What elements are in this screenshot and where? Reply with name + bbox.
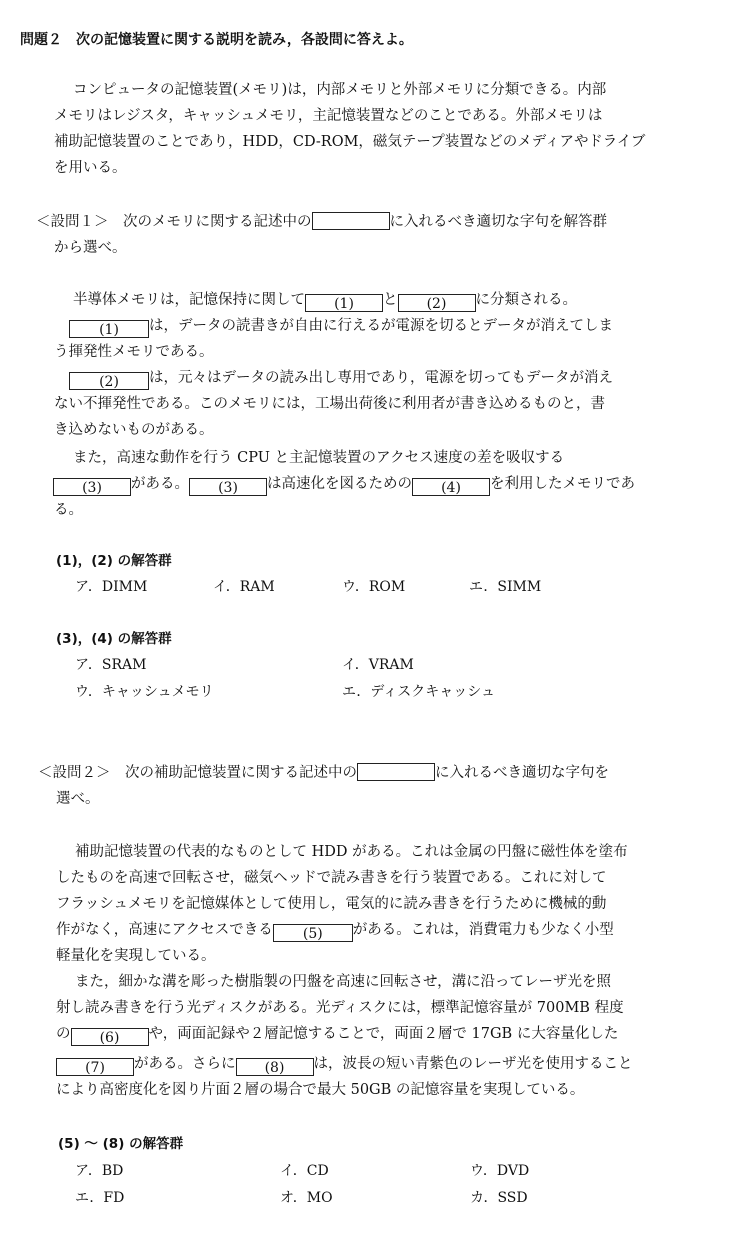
q1-line: き込めないものがある。: [54, 422, 214, 438]
q2-line: 補助記憶装置の代表的なものとして HDD がある。これは金属の円盤に磁性体を塗布: [75, 844, 628, 860]
answer-option: ア．SRAM: [75, 657, 147, 673]
blank-sample: [312, 212, 390, 230]
q1-line: (1) は，データの読書きが自由に行えるが電源を切るとデータが消えてしま: [69, 316, 613, 338]
answer-option: ウ．キャッシュメモリ: [75, 684, 214, 700]
q1-line: う揮発性メモリである。: [54, 344, 214, 360]
q1-line: また，高速な動作を行う CPU と主記憶装置のアクセス速度の差を吸収する: [73, 450, 565, 466]
q1-line: (2) は，元々はデータの読み出し専用であり，電源を切ってもデータが消え: [69, 368, 613, 390]
answer-option: ア．DIMM: [75, 579, 148, 595]
q2-line: 射し読み書きを行う光ディスクがある。光ディスクには，標準記憶容量が 700MB 程度: [56, 1000, 624, 1016]
answer-group-1-label: (1)，(2) の解答群: [56, 553, 172, 569]
question-2-heading-cont: 選べ。: [56, 791, 100, 807]
blank-3: (3): [189, 478, 267, 496]
q2-line: 軽量化を実現している。: [56, 948, 216, 964]
q2-line: の (6) や，両面記録や２層記憶することで，両面２層で 17GB に大容量化した: [56, 1026, 619, 1046]
q1-line: (3) がある。 (3) は高速化を図るための (4) を利用したメモリであ: [53, 474, 635, 496]
question-2-heading: ＜設問２＞ 次の補助記憶装置に関する記述中の に入れるべき適切な字句を: [38, 765, 609, 781]
intro-line: を用いる。: [54, 160, 127, 176]
answer-option: オ．MO: [280, 1190, 333, 1206]
blank-1: (1): [305, 294, 383, 312]
q1-line: る。: [54, 502, 83, 518]
blank-2: (2): [69, 372, 149, 390]
blank-7: (7): [56, 1058, 134, 1076]
blank-5: (5): [273, 924, 353, 942]
problem-title: 問題２ 次の記憶装置に関する説明を読み，各設問に答えよ。: [20, 32, 413, 48]
q2-line: により高密度化を図り片面２層の場合で最大 50GB の記憶容量を実現している。: [56, 1082, 585, 1098]
q2-line: (7) がある。さらに (8) は，波長の短い青紫色のレーザ光を使用すること: [56, 1054, 633, 1076]
answer-option: ウ．ROM: [342, 579, 406, 595]
question-1-heading: ＜設問１＞ 次のメモリに関する記述中の に入れるべき適切な字句を解答群: [36, 214, 607, 230]
answer-option: カ．SSD: [470, 1190, 528, 1206]
answer-option: ア．BD: [75, 1163, 124, 1179]
answer-option: イ．VRAM: [342, 657, 414, 673]
answer-option: イ．RAM: [213, 579, 275, 595]
q1-line: 半導体メモリは，記憶保持に関して (1) と (2) に分類される。: [73, 292, 577, 312]
answer-group-3-label: (5) ～ (8) の解答群: [58, 1136, 184, 1152]
q2-line: フラッシュメモリを記憶媒体として使用し，電気的に読み書きを行うために機械的動: [56, 896, 607, 912]
q2-line: 作がなく，高速にアクセスできる (5) がある。これは，消費電力も少なく小型: [56, 922, 614, 942]
q2-line: また，細かな溝を彫った樹脂製の円盤を高速に回転させ，溝に沿ってレーザ光を照: [75, 974, 612, 990]
blank-6: (6): [71, 1028, 149, 1046]
question-1-heading-cont: から選べ。: [54, 240, 127, 256]
answer-option: イ．CD: [280, 1163, 329, 1179]
blank-4: (4): [412, 478, 490, 496]
blank-1: (1): [69, 320, 149, 338]
answer-group-2-label: (3)，(4) の解答群: [56, 631, 172, 647]
intro-line: メモリはレジスタ，キャッシュメモリ，主記憶装置などのことである。外部メモリは: [54, 108, 603, 124]
blank-8: (8): [236, 1058, 314, 1076]
q2-line: したものを高速で回転させ，磁気ヘッドで読み書きを行う装置である。これに対して: [56, 870, 607, 886]
blank-2: (2): [398, 294, 476, 312]
answer-option: エ．ディスクキャッシュ: [342, 684, 496, 700]
answer-option: エ．SIMM: [469, 579, 542, 595]
blank-sample: [357, 763, 435, 781]
blank-3: (3): [53, 478, 131, 496]
intro-line: コンピュータの記憶装置(メモリ)は，内部メモリと外部メモリに分類できる。内部: [73, 82, 607, 98]
answer-option: エ．FD: [75, 1190, 125, 1206]
q1-line: ない不揮発性である。このメモリには，工場出荷後に利用者が書き込めるものと，書: [54, 396, 605, 412]
answer-option: ウ．DVD: [470, 1163, 530, 1179]
intro-line: 補助記憶装置のことであり，HDD，CD-ROM，磁気テープ装置などのメディアやドライブ: [54, 134, 646, 150]
